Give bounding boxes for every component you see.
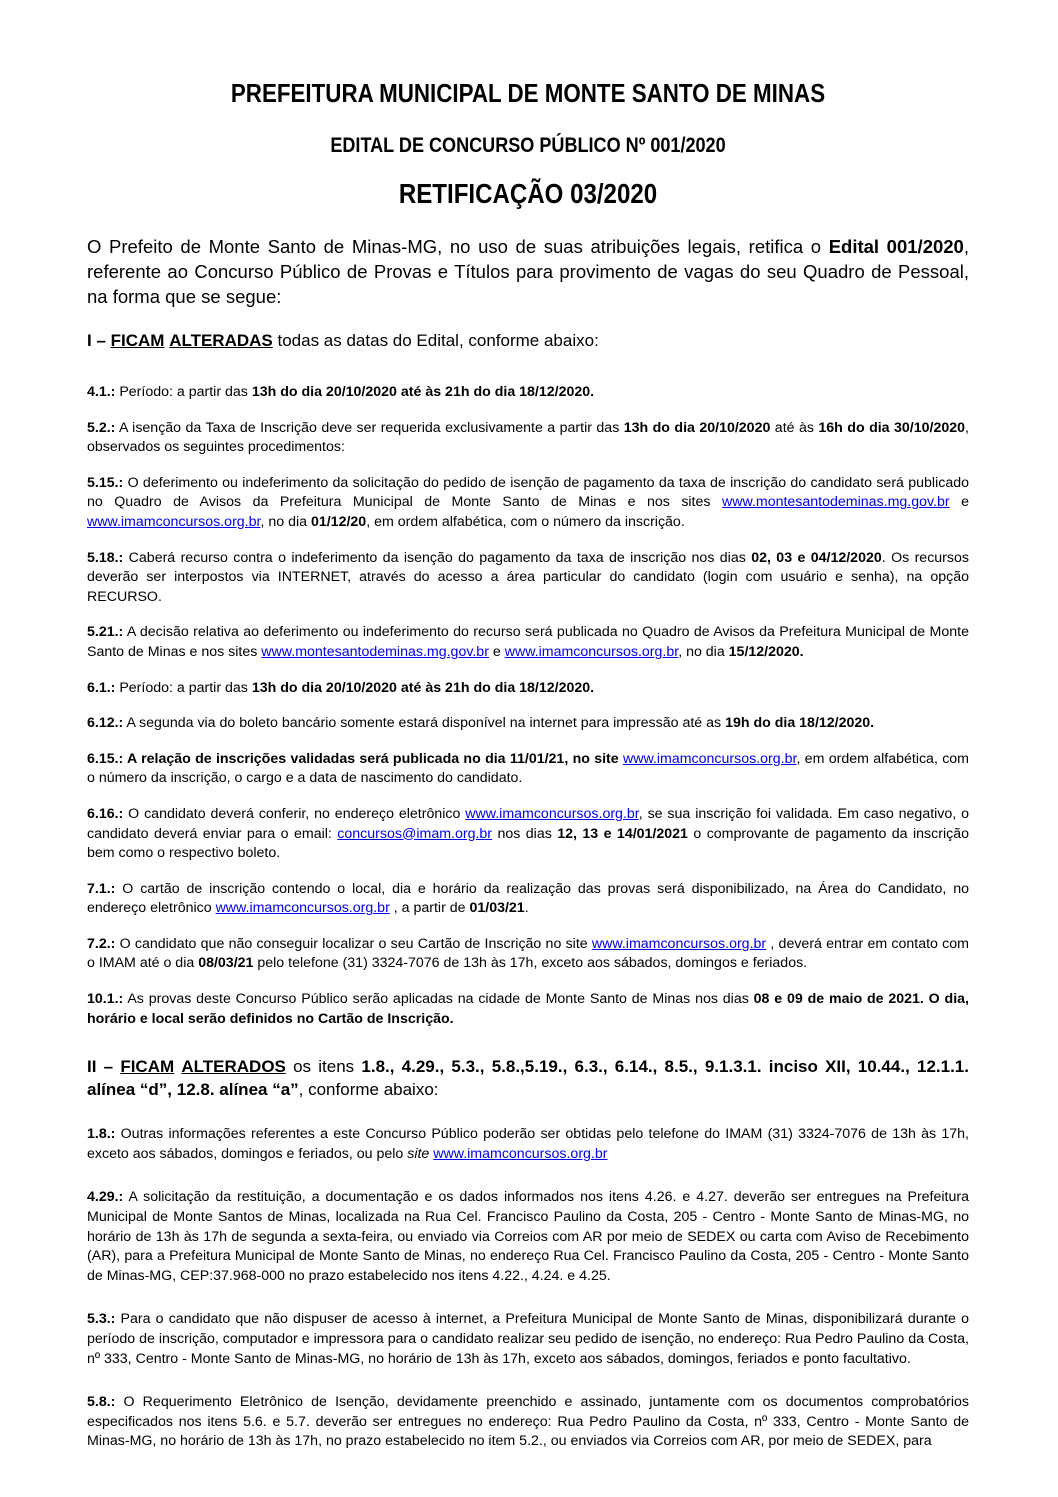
item-number: 5.8.: — [87, 1394, 116, 1411]
item-text: , no dia — [678, 643, 729, 660]
item-text: . Os recursos deverão ser interpostos via INTERNET, através do acesso a área particular do candidato (login com usuário e senha), na opção RECURSO. — [87, 549, 969, 605]
item-bold-text: 16h do dia 30/10/2020 — [818, 419, 966, 436]
intro-text-a: O Prefeito de Monte Santo de Minas-MG, no uso de suas atribuições legais, retifica o — [87, 236, 829, 257]
item-text: e — [488, 643, 505, 660]
item-number: 4.1.: — [87, 384, 116, 400]
item-bold-text: 13h do dia 20/10/2020 — [623, 419, 771, 436]
item-text: pelo telefone (31) 3324-7076 de 13h às 17h, exceto aos sábados, domingos e feriados. — [253, 955, 808, 972]
section-2-items: 1.8., 4.29., 5.3., 5.8.,5.19., 6.3., 6.14., 8.5., 9.1.3.1. inciso XII, 10.44., 12.1.1. alínea “d”, 12.8. alínea “a” — [87, 1057, 969, 1100]
item-text: , em ordem alfabética, com o número da inscrição. — [366, 513, 685, 530]
imam-link[interactable]: www.imamconcursos.org.br — [591, 935, 767, 952]
item-number: 1.8.: — [87, 1126, 116, 1143]
item-number: 5.15.: — [87, 474, 124, 491]
retificacao-heading: RETIFICAÇÃO 03/2020 — [398, 178, 658, 209]
section-2-alterados: ALTERADOS — [181, 1057, 286, 1077]
intro-text-b: , referente ao Concurso Público de Provas e Títulos para provimento de vagas do seu Quadro de Pessoal, na forma que se segue: — [87, 236, 969, 307]
item-text: , deverá entrar em contato com o IMAM até o dia — [87, 935, 969, 972]
item-italic-text: site — [407, 1145, 430, 1162]
item-text: Para o candidato que não dispuser de acesso à internet, a Prefeitura Municipal de Monte Santo de Minas, disponibilizará durante o período de inscrição, computador e impressora para o candidato realizar seu pedido de isenção, no endereço: Rua Pedro Paulino da Costa, nº 333, Centro - Monte Santo de Minas-MG, no horário de 13h às 17h, exceto aos sábados, domingos, feriados e ponto facultativo. — [87, 1311, 969, 1367]
document-page — [87, 76, 969, 1452]
intro-paragraph — [87, 234, 969, 309]
item-number: 4.29.: — [87, 1189, 124, 1206]
item-1-8 — [87, 1125, 969, 1164]
item-text: O candidato deverá conferir, no endereço eletrônico — [123, 805, 466, 822]
item-text: nos dias — [492, 825, 558, 842]
item-bold-text: 19h do dia 18/12/2020. — [725, 715, 875, 732]
edital-subtitle: EDITAL DE CONCURSO PÚBLICO Nº 001/2020 — [330, 134, 726, 157]
item-bold-text: 12, 13 e 14/01/2021 — [557, 825, 688, 842]
item-text: A isenção da Taxa de Inscrição deve ser requerida exclusivamente a partir das — [115, 419, 624, 436]
item-text: Outras informações referentes a este Concurso Público poderão ser obtidas pelo telefone do IMAM (31) 3324-7076 de 13h às 17h, exceto aos sábados, domingos e feriados, ou pelo — [87, 1126, 969, 1162]
item-text: A solicitação da restituição, a documentação e os dados informados nos itens 4.26. e 4.27. deverão ser entregues na Prefeitura Municipal de Monte Santos de Minas, localizada na Rua Cel. Francisco Paulino da Costa, 205 - Centro - Monte Santo de Minas-MG, no horário de 13h às 17h de segunda a sexta-feira, ou enviado via Correios com AR por meio de SEDEX ou carta com Aviso de Recebimento (AR), para a Prefeitura Municipal de Monte Santo de Minas, no endereço Rua Cel. Francisco Paulino da Costa, 205 - Centro - Monte Santo de Minas-MG, CEP:37.968-000 no prazo estabelecido nos itens 4.22., 4.24. e 4.25. — [87, 1189, 969, 1284]
montesanto-link[interactable]: www.montesantodeminas.mg.gov.br — [261, 643, 489, 660]
item-bold-text: 08/03/21 — [198, 955, 254, 972]
section-1-ficam: FICAM — [110, 331, 165, 350]
item-5-3 — [87, 1310, 969, 1369]
section-2-text-a: os itens — [285, 1057, 362, 1077]
item-text: As provas deste Concurso Público serão aplicadas na cidade de Monte Santo de Minas nos dias — [123, 991, 754, 1008]
item-text: e — [949, 494, 970, 511]
item-text: , em ordem alfabética, com o número da inscrição, o cargo e a data de nascimento do candidato. — [87, 750, 970, 787]
section-2-title — [87, 1055, 969, 1101]
item-5-2 — [87, 419, 969, 458]
item-bold-text: 13h do dia 20/10/2020 até às 21h do dia 18/12/2020. — [251, 679, 595, 696]
item-6-16 — [87, 805, 969, 864]
item-text: O deferimento ou indeferimento da solicitação do pedido de isenção de pagamento da taxa de inscrição do candidato será publicado no Quadro de Avisos da Prefeitura Municipal de Monte Santo de Minas e nos sites — [87, 474, 969, 511]
item-text: o comprovante de pagamento da inscrição bem como o respectivo boleto. — [87, 825, 969, 862]
item-5-15 — [87, 474, 969, 533]
item-text: A segunda via do boleto bancário somente estará disponível na internet para impressão até as — [123, 715, 726, 732]
item-bold-text: 15/12/2020. — [728, 643, 804, 660]
item-number: 5.3.: — [87, 1311, 116, 1328]
item-text: , no dia — [260, 513, 311, 530]
item-bold-text: 08 e 09 de maio de 2021. O dia, horário e local serão definidos no Cartão de Inscrição. — [87, 991, 969, 1027]
item-number: 6.12.: — [87, 715, 124, 732]
section-1-prefix: I – — [87, 331, 111, 350]
item-number: 10.1.: — [87, 991, 124, 1008]
item-10-1 — [87, 990, 969, 1029]
item-text: Caberá recurso contra o indeferimento da isenção do pagamento da taxa de inscrição nos dias — [123, 549, 752, 566]
item-bold-text: A relação de inscrições validadas será publicada no dia 11/01/21, no site — [123, 750, 623, 767]
section-2-prefix: II – — [87, 1057, 121, 1077]
imam-link[interactable]: www.imamconcursos.org.br — [465, 805, 639, 822]
item-text: A decisão relativa ao deferimento ou indeferimento do recurso será publicada no Quadro de Avisos da Prefeitura Municipal de Monte Santo de Minas e nos sites — [87, 624, 969, 660]
item-bold-text: 13h do dia 20/10/2020 até às 21h do dia 18/12/2020. — [251, 384, 595, 400]
item-4-1 — [87, 383, 969, 403]
item-text: O Requerimento Eletrônico de Isenção, devidamente preenchido e assinado, juntamente com os documentos comprobatórios especificados nos itens 5.6. e 5.7. deverão ser entregues no endereço: Rua Pedro Paulino da Costa, nº 333, Centro - Monte Santo de Minas-MG, no horário de 13h às 17h, no prazo estabelecido no item 5.2., ou enviados via Correios com AR, por meio de SEDEX, para — [87, 1394, 969, 1450]
item-6-1 — [87, 679, 969, 699]
item-text: Período: a partir das — [115, 679, 252, 696]
section-2-text-b: , conforme abaixo: — [298, 1080, 439, 1100]
item-text: O candidato que não conseguir localizar o seu Cartão de Inscrição no site — [115, 935, 592, 952]
item-number: 5.21.: — [87, 624, 124, 641]
item-5-18 — [87, 549, 969, 608]
item-text: Período: a partir das — [115, 384, 252, 400]
section-2-ficam: FICAM — [120, 1057, 175, 1077]
item-6-15 — [87, 750, 969, 789]
imam-link[interactable]: www.imamconcursos.org.br — [622, 750, 797, 767]
item-number: 5.18.: — [87, 549, 124, 566]
section-1-rest: todas as datas do Edital, conforme abaixo: — [272, 331, 599, 350]
item-bold-text: 01/12/20 — [310, 513, 367, 530]
item-text: . — [524, 900, 529, 917]
item-number: 7.1.: — [87, 880, 116, 897]
item-7-1 — [87, 880, 969, 919]
imam-link[interactable]: www.imamconcursos.org.br — [504, 643, 679, 660]
item-number: 7.2.: — [87, 935, 116, 952]
item-text: , a partir de — [389, 900, 470, 917]
intro-edital: Edital 001/2020 — [828, 236, 964, 257]
imam-link[interactable]: www.imamconcursos.org.br — [433, 1145, 608, 1162]
item-5-8 — [87, 1393, 969, 1452]
item-7-2 — [87, 935, 969, 974]
montesanto-link[interactable]: www.montesantodeminas.mg.gov.br — [721, 494, 950, 511]
item-bold-text: 01/03/21 — [469, 900, 525, 917]
item-text: , observados os seguintes procedimentos: — [87, 419, 969, 456]
item-text: , se sua inscrição foi validada. Em caso negativo, o candidato deverá enviar para o email: — [87, 805, 970, 842]
imam-link[interactable]: www.imamconcursos.org.br — [87, 513, 261, 530]
item-4-29 — [87, 1188, 969, 1286]
item-number: 6.1.: — [87, 679, 116, 696]
item-number: 6.15.: — [87, 750, 124, 767]
item-text: O cartão de inscrição contendo o local, dia e horário da realização das provas será disponibilizado, na Área do Candidato, no endereço eletrônico — [87, 880, 969, 917]
item-5-21 — [87, 623, 969, 662]
document-title: PREFEITURA MUNICIPAL DE MONTE SANTO DE MINAS — [230, 78, 826, 108]
item-number: 5.2.: — [87, 419, 116, 436]
section-1-title — [87, 329, 969, 352]
item-text: até às — [770, 419, 819, 436]
imam-link[interactable]: www.imamconcursos.org.br — [215, 900, 390, 917]
item-number: 6.16.: — [87, 805, 124, 822]
section-1-alteradas: ALTERADAS — [169, 331, 273, 350]
item-6-12 — [87, 714, 969, 734]
item-bold-text: 02, 03 e 04/12/2020 — [751, 549, 882, 566]
email-link[interactable]: concursos@imam.org.br — [337, 825, 493, 842]
